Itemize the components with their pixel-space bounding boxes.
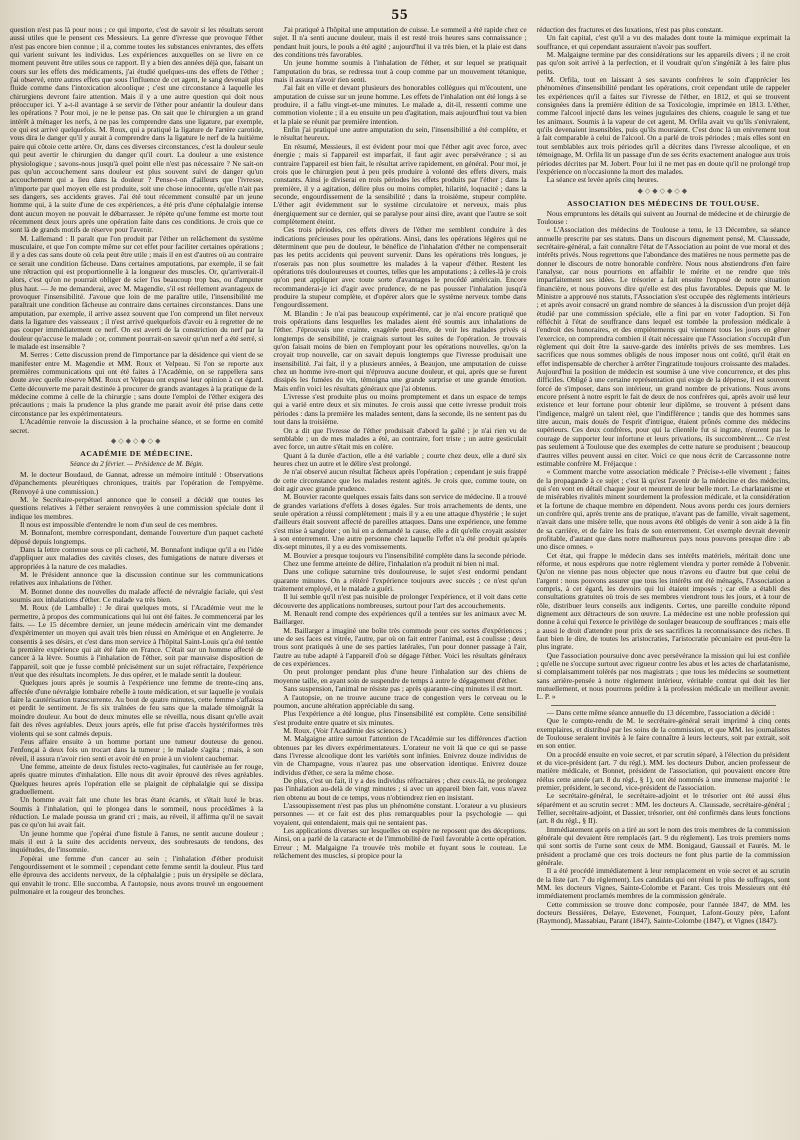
- paragraph: Nous empruntons les détails qui suivent au Journal de médecine et de chirurgie de Toulouse :: [536, 208, 790, 226]
- paragraph: J'eus affaire ensuite à un homme portant une tumeur douteuse du genou. J'enfonçai à deux fois un trocart dans la tumeur ; le malade s'agita ; mais, à son réveil, il assura n'avoir rien senti et avoir été en proie à un violent cauchemar.: [10, 736, 264, 763]
- paragraph: M. Blandin : Je n'ai pas beaucoup expérimenté, car je n'ai encore pratiqué que trois opérations dans lesquelles les malades aient été soumis aux inhalations de l'éther. J'éprouvais une crainte, exagérée peut-être, de voir les malades privés si longtemps de sensibilité, je craignais surtout les suites de l'opération. Je trouvais qu'on faisait moins de bien en l'employant pour les opérations nouvelles, qu'on la croyait trop nouvelle, car on savait depuis longtemps que l'ivresse produisait une insensibilité. J'ai fait, il y a plusieurs années, à Beaujon, une amputation de cuisse chez un homme ivre-mort qui n'éprouva aucune douleur, et qui, après que se furent dissipés les fumées du vin, témoigna une grande surprise et une grande émotion. Mais enfin voici les résultats généraux que j'ai obtenus.: [273, 308, 527, 393]
- paragraph: Il a été procédé immédiatement à leur remplacement en voie secret et au scrutin de la liste (art. 7 du règlement). Les candidats qui ont réuni le plus de suffrages, sont MM. les docteurs Vignes, Sainte-Colombe et Parant. Ces trois Messieurs ont été immédiatement proclamés membres de la commission générale.: [536, 866, 790, 901]
- paragraph: Les applications diverses sur lesquelles on espère ne reposent que des déceptions. Ainsi, on a parlé de la cataracte et de l'immobilité de l'œil favorable à cette opération. Erreur ; M. Malgaigne l'a trouvée très mobile et fuyant sous le couteau. Le relâchement des muscles, si propice pour la: [273, 826, 527, 861]
- paragraph: Le secrétaire-général, le secrétaire-adjoint et le trésorier ont été aussi élus séparément et au scrutin secret : MM. les docteurs A. Claussade, secrétaire-général ; Tellier, secrétaire-adjoint, et Dassier, trésorier, ont été confirmés dans leurs fonctions (art. 8 du régl., § II).: [536, 791, 790, 826]
- paragraph: Dans la lettre contenue sous ce pli cacheté, M. Bonnafont indique qu'il a eu l'idée d'appliquer aux maladies des cavités closes, des fumigations de nature diverses et appropriées à la nature de ces maladies.: [10, 544, 264, 571]
- paragraph: M. Bonnafont, membre correspondant, demande l'ouverture d'un paquet cacheté déposé depuis longtemps.: [10, 528, 264, 546]
- paragraph: Il nous est impossible d'entendre le nom d'un seul de ces membres.: [20, 519, 218, 529]
- section-heading: ACADÉMIE DE MÉDECINE.: [80, 448, 194, 458]
- ornament-divider: ◆◇◆◇◆◇◆: [637, 186, 690, 195]
- paragraph: M. Roux (de Lamballe) : Je dirai quelques mots, si l'Académie veut me le permettre, à propos des communications qui lui ont été faites. Je commencerai par les faits. — Le 15 décembre dernier, un jeune médecin américain vint me demander d'expérimenter un moyen qui avait très bien réussi en Amérique et en Angleterre. Je consentis à ses désirs, et c'est dans mon service à l'hôpital Saint-Louis qu'a été tentée la première expérience qui ait été faite en France. C'était sur un homme affecté de cancer à la lèvre. Soumis à l'inhalation de l'éther, soit par mauvaise disposition de l'appareil, soit que je fusse comblé précisément sur un sujet réfractaire, l'expérience n'eut que des résultats incomplets. Je dus opérer, et le malade sentit la douleur.: [10, 603, 264, 680]
- paragraph: Un fait capital, c'est qu'il a vu des malades dont toute la mimique exprimait la souffrance, et qui cependant assuraient n'avoir pas souffert.: [536, 33, 790, 51]
- paragraph: Immédiatement après on a tiré au sort le nom des trois membres de la commission générale qui devaient être remplacés (art. 9 du règlement). Les trois premiers noms qui sont sortis de l'urne sont ceux de MM. Bonigaud, Gaussail et Faurès. M. le président a proclamé que ces trois docteurs ne font plus partie de la commission générale.: [536, 824, 790, 867]
- paragraph: Un jeune homme que j'opérai d'une fistule à l'anus, ne sentit aucune douleur ; mais il eut à la suite des accidents nerveux, des soubresauts de tendons, des inquiétudes, de l'insomnie.: [10, 828, 264, 855]
- ornament-divider: ◆◇◆◇◆◇◆: [110, 436, 163, 445]
- paragraph: Un homme avait fait une chute les bras étant écartés, et s'était luxé le bras. Soumis à l'inhalation, qui le plongea dans le sommeil, nous procédâmes à la réduction. Le malade poussa un grand cri ; mais, au réveil, il affirma qu'il ne savait pas ce qu'on lui avait fait.: [10, 795, 264, 830]
- paragraph: Il lui semble qu'il n'est pas nuisible de prolonger l'expérience, et il voit dans cette découverte des applications nombreuses, surtout pour l'art des accouchements.: [273, 592, 527, 610]
- paragraph: Dans une colique saturnine très douloureuse, le sujet s'est endormi pendant quarante minutes. On a réitéré l'expérience toujours avec succès ; ce n'est qu'un traitement employé, et le malade a guéri.: [273, 567, 527, 594]
- paragraph: J'ai fait en ville et devant plusieurs des honorables collègues qui m'écoutent, une amputation de cuisse sur un jeune homme. Les effets de l'inhalation ont été longs à se produire, il a fallu vingt-et-une minutes. Le malade a, dit-il, ressenti comme une commotion violente ; il a eu ensuite un peu d'agitation, mais aujourd'hui tout va bien et la plaie se réunit par première intention.: [273, 83, 527, 126]
- paragraph: A l'autopsie, on ne trouve aucune trace de congestion vers le cerveau ou le poumon, aucune altération appréciable du sang.: [273, 692, 527, 710]
- section-heading: ASSOCIATION DES MÉDECINS DE TOULOUSE.: [567, 198, 760, 208]
- paragraph: Cet état, qui frappe le médecin dans ses intérêts matériels, méritait donc une réforme, et nous espérons que notre règlement viendra y porter remède à l'obvenir. Qu'on ne vienne pas nous objecter que nous n'avons eu d'autre but que celui de l'argent : nous pouvons assurer que tous les intérêts ont été ménagés, l'Association a compris, à cet égard, les devoirs qui lui étaient imposés ; car elle a établi des consultations gratuites où trois de ses membres viendront tous les jours, et à tour de rôle, distribuer leurs conseils aux indigents. Certes, une pareille conduite répond dignement aux détracteurs de son œuvre. La médecine est une noble profession qui donne à celui qui l'exerce le privilège de soulager beaucoup de souffrances ; mais elle a aussi le droit d'attendre pour prix de ses sacrifices la reconnaissance des riches. Il faut bien le dire, de toutes les aristocraties, l'aristocratie pécuniaire est peut-être la plus ingrate.: [536, 550, 790, 652]
- paragraph: Sans suspension, l'animal ne résiste pas ; après quarante-cinq minutes il est mort.: [283, 684, 523, 694]
- paragraph: M. Bouvier raconte quelques essais faits dans son service de médecine. Il a trouvé de grandes variations d'effets à doses égales. Sur trois arrachements de dents, une seule opération a réussi complètement ; mais il y a eu une attaque d'hystérie ; le sujet d'ailleurs était souvent affecté de pareilles attaques. Dans une expérience, une femme s'est mise à sangloter ; on lui en a demandé la cause, elle a dit qu'elle croyait assister à son enterrement. Une autre personne chez laquelle l'effet n'a été produit qu'après dix-sept minutes, il y a eu des vomissements.: [273, 492, 527, 552]
- section-subheading: Séance du 2 février. — Présidence de M. Bégin.: [69, 459, 204, 468]
- paragraph: M. Roux. (Voir l'Académie des sciences.): [283, 725, 407, 735]
- paragraph: Je n'ai observé aucun résultat fâcheux après l'opération ; cependant je suis frappé de cette circonstance que les malades restent agités. Je crois que, comme toute, on doit agir avec grande prudence.: [273, 467, 527, 493]
- column-middle: [273, 26, 526, 1126]
- paragraph: Quelques jours après je soumis à l'expérience une femme de trente-cinq ans, affectée d'une névralgie lombaire rebelle à toute médication, et sur laquelle je voulais faire la cautérisation transcurrente. Au bout de quatre minutes, cette femme s'affaissa et perdit le sentiment. Je fis six traînées de feu sans que la malade témoignât la moindre douleur. Au bout de deux minutes elle se réveilla, nous disant qu'elle avait fait des rêves agréables. Deux jours après, elle fut prise d'accès hystériformes très violents qui se sont calmés depuis.: [10, 678, 264, 738]
- paragraph: Quant à la durée d'action, elle a été variable ; courte chez deux, elle a duré six heures chez un autre et le délire s'est prolongé.: [273, 450, 527, 468]
- paragraph: Une femme, atteinte de deux fistules recto-vaginales, fut cautérisée au fer rouge, après quatre minutes d'inhalation. Elle nous dit avoir éprouvé des rêves agréables. Quelques heures après l'opération elle se plaignit de céphalalgie qui se dissipa graduellement.: [10, 761, 264, 796]
- paragraph: M. Serres : Cette discussion prend de l'importance par la désidence qui vient de se manifester entre M. Magendie et MM. Roux et Velpeau. Si l'on se reporte aux premières communications qui ont été faites à l'Académie, on se rappellera sans doute avec quelle réserve MM. Roux et Velpeau ont exposé leur opinion à cet égard. Cette découverte me parait destinée à procurer de grands avantages à la pratique de la médecine comme à celle de la chirurgie ; sans doute l'emploi de l'éther exigera des précautions ; mais la prudence la plus grande me parait avoir été prise dans cette circonstance par les expérimentateurs.: [10, 350, 264, 418]
- paragraph: M. le Secrétaire-perpétuel annonce que le conseil a décidé que toutes les questions relatives à l'éther seraient renvoyées à une commission spéciale dont il indique les membres.: [10, 494, 264, 521]
- paragraph: M. Renault rend compte des expériences qu'il a tentées sur les animaux avec M. Baillarger.: [273, 609, 527, 627]
- paragraph: En résumé, Messieurs, il est évident pour moi que l'éther agit avec force, avec énergie ; mais si l'appareil est imparfait, il faut agir avec persévérance ; si au contraire l'appareil est bien fait, le résultat arrive rapidement, en général. Pour moi, je crois que le chirurgien peut à peu près produire à volonté des effets divers, mais constants. Ainsi je diviserai en trois périodes les effets produits par l'éther ; dans la première, il y a agitation, délire plus ou moins complet, hilarité, loquacité ; dans la seconde, engourdissement de la sensibilité ; dans la troisième, stupeur complète. L'éther agit évidemment sur le système circulatoire et nerveux, mais plus énergiquement sur ce dernier, qui se paralyse pour ainsi dire, avant que l'autre se soit complètement éteint.: [273, 141, 527, 226]
- paragraph: M. le Président annonce que la discussion continue sur les communications relatives aux inhalations de l'éther.: [10, 569, 264, 588]
- paragraph: On peut prolonger pendant plus d'une heure l'inhalation sur des chiens de moyenne taille, en ayant soin de suspendre de temps à autre le dégagement d'éther.: [273, 667, 527, 685]
- paragraph: réduction des fractures et des luxations, n'est pas plus constant.: [536, 26, 723, 34]
- section-divider: [551, 929, 776, 930]
- paragraph: Un jeune homme soumis à l'inhalation de l'éther, et sur lequel se pratiquait l'amputation du bras, se redressa tout à coup comme par un mouvement tétanique, mais il assura n'avoir rien senti.: [273, 58, 527, 85]
- paragraph: M. Orfila, tout en laissant à ses savants confrères le soin d'apprécier les phénomènes d'insensibilité pendant les opérations, croit cependant utile de rappeler les expériences qu'il a faites sur l'ivresse de l'éther, en 1812, et qui se trouvent consignées dans la première édition de sa Toxicologie, imprimée en 1813. L'éther, comme l'alcool injecté dans les veines jugulaires des chiens, coagule le sang et tue les animaux. Soumis à la vapeur de cet agent, M. Orfila avait vu qu'ils s'enivraient, qu'ils devenaient insensibles, puis qu'ils mouraient. C'est donc là un enivrement tout à fait comparable à celui de l'alcool. On a parlé de trois périodes ; mais elles sont en tout semblables aux trois périodes qu'il a décrites dans l'ivresse alcoolique, et en témoignage, M. Orfila lit un passage d'un de ses écrits exactement analogue aux trois périodes décrites par M. Jobert. Pour lui il ne met pas en doute qu'il ne prolongé trop l'expérience on n'occasionne la mort des malades.: [536, 75, 790, 176]
- paragraph: J'opérai une femme d'un cancer au sein ; l'inhalation d'éther produisit l'engourdissement et le sommeil ; cependant cette femme sentit la douleur. Plus tard elle éprouva des accidents nerveux, de la céphalalgie ; puis un érysipèle se déclara, qui envahit le tronc. Elle succomba. A l'autopsie, nous avons trouvé un engouement pulmonaire et la rougeur des bronches.: [10, 853, 264, 897]
- paragraph: On a dit que l'ivresse de l'éther produisait d'abord la gaîté ; je n'ai rien vu de semblable ; un de mes malades a été, au contraire, fort triste ; un autre gesticulait avec force, un autre s'était mis en colère.: [273, 425, 527, 452]
- paragraph: J'ai pratiqué à l'hôpital une amputation de cuisse. Le sommeil a été rapide chez ce sujet. Il n'a senti aucune douleur, mais il est resté trois heures sans connaissance ; pendant huit jours, le pouls a été agité ; aujourd'hui il va très bien, et la plaie est dans des conditions très favorables.: [273, 26, 527, 60]
- columns: [10, 26, 790, 1126]
- page-number: 55: [391, 7, 409, 23]
- paragraph: M. Baillarger a imaginé une boîte très commode pour ces sortes d'expériences ; une de ses faces est vitrée, l'autre, par où on fait entrer l'animal, est à coulisse ; deux trous sont pratiqués à une de ses parties latérales, l'un pour donner passage à l'air, l'autre au tube adapté à l'appareil d'où se dégage l'éther. Voici les résultats généraux de ces expériences.: [273, 625, 527, 669]
- paragraph: On a procédé ensuite en voie secret, et par scrutin séparé, à l'élection du président et du vice-président (art. 7 du régl.). MM. les docteurs Dubor, ancien professeur de matière médicale, et Bonnet, président de l'association, qui pouvaient encore être réélus cette année (art. 8 du régl., § 1), ont été nommés à une immense majorité : le premier, président, le second, vice-président de l'association.: [536, 749, 790, 792]
- paragraph: De plus, c'est un fait, il y a des individus réfractaires ; chez ceux-là, ne prolongez pas l'inhalation au-delà de vingt minutes ; si avec un appareil bien fait, vous n'avez rien obtenu au bout de ce temps, vous n'obtiendrez rien en insistant.: [273, 775, 527, 802]
- paragraph: M. Bouvier a presque toujours vu l'insensibilité complète dans la seconde période.: [283, 550, 527, 560]
- paragraph: L'assoupissement n'est pas plus un phénomène constant. L'orateur a vu plusieurs personnes — et ce fait est des plus remarquables pour la psychologie — qui voyaient, qui entendaient, mais qui ne sentaient pas.: [273, 800, 527, 827]
- paragraph: L'Académie renvoie la discussion à la prochaine séance, et se forme en comité secret.: [10, 417, 264, 435]
- paragraph: « L'Association des médecins de Toulouse a tenu, le 13 Décembre, sa séance annuelle prescrite par ses statuts. Dans un discours dignement pensé, M. Claussade, secrétaire-général, a fait connaître l'état de l'Association au point de vue moral et des intérêts privés. Nous regrettons que l'abondance des matières ne nous permette pas de donner le discours de notre honorable confrère. Nous nous abstiendrons d'en faire l'analyse, car nous pourrions en affaiblir le mérite et ne rendre que très imparfaitement ses idées. Le trésorier a fait ensuite l'exposé de notre situation financière, et nous pouvons dire qu'elle est des plus favorables. Depuis que M. le Ministre a approuvé nos statuts, l'Association s'est occupée des règlements intérieurs ; et après avoir consacré un grand nombre de séances à la discussion d'un projet déjà étudié par une commission spéciale, elle a fini par en voter l'adoption. Si l'on réfléchit à l'état de souffrance dans lequel est tombée la profession médicale à l'endroit des honoraires, et des empiètements qui viennent tous les jours en gêner l'exercice, on comprendra combien il était nécessaire que l'Association s'occupât d'un règlement qui doit être la sauve-garde des intérêts privés de ses membres. Les sacrifices que nous sommes obligés de nous imposer nous ont coûté, qu'il était en effet indispensable de chercher à arrêter l'ingratitude toujours croissante des malades. Aujourd'hui la position de médecin est soumise à une vive concurrence, et des plus difficiles. Obligé à une certaine représentation qui exige de la dépense, il est souvent forcé de s'imposer, dans son intérieur, un grand nombre de privations. Nous avons encore présent à notre esprit le fait de deux de nos confrères qui, après avoir usé leur existence et leur fortune pour obtenir leur diplôme, se trouvent à présent dans l'indigence, malgré un talent réel, que l'indifférence ; tandis que des hommes sans titre aucun, mais doués de l'esprit d'intrigue, étaient prônés comme des médecins supérieurs. Ces deux confrères, pour qui la clientèle fut si ingrate, n'eurent pas le courage de supporter leur infortune et leurs privations, ils succombèrent.... Ce n'est pas seulement à Toulouse que des exemples de cette nature se produisent ; beaucoup d'autres villes peuvent aussi en citer. Voici ce que nous écrit de Carcassonne notre estimable confrère M. Fréjacque :: [536, 225, 790, 468]
- paragraph: Plus l'expérience a été longue, plus l'insensibilité est complète. Cette sensibilité s'est produite entre quatre et six minutes.: [273, 709, 527, 727]
- paragraph: Que le compte-rendu de M. le secrétaire-général serait imprimé à cinq cents exemplaires, et distribué par les soins de la commission, et que MM. les journalistes de Toulouse seraient invités à le faire connaître à leurs lecteurs, soit par extrait, soit en son entier.: [536, 716, 790, 751]
- paragraph: « Comment marche votre association médicale ? Précise-t-elle vivement ; faites de la propagande à ce sujet ; c'est là qu'est l'avenir de la médecine et des médecins, qui s'en vont en détail chaque jour et meurent de leur belle mort. Le charlatanisme et de misérables rivalités minent sourdement la profession médicale, et la considération et la fortune de chaque membre en dépendent. Nous avons perdu ces jours derniers un confrère qui, après trente ans de pratique, n'avant pas de famille, vivait sagement, n'avait dans une misère telle, que nous avons été obligés de venir à son aide à la fin de sa carrière, et de faire les frais de son enterrement. Cet exemple devrait devenir profitable, d'autant que dans notre malheureux pays nous pouvons presque dire : ab uno disce omnes. »: [536, 467, 790, 552]
- paragraph: M. Bonnet donne des nouvelles du malade affecté de névralgie faciale, qui s'est soumis aux inhalations d'éther. Ce malade va très bien.: [10, 586, 264, 604]
- paragraph: La séance est levée après cinq heures.: [546, 175, 659, 185]
- paragraph: M. Malgaigne attire surtout l'attention de l'Académie sur les différences d'action obtenues par les divers expérimentateurs. L'orateur ne voit là que ce qui se passe dans l'ivresse alcoolique dont les variétés sont infinies. Enivrez douze individus de vin de Champagne, vous n'aurez pas une observation identique. Enivrez douze individus d'éther, ce sera la même chose.: [273, 734, 527, 777]
- paragraph: Chez une femme atteinte de délire, l'inhalation n'a produit ni bien ni mal.: [283, 559, 500, 568]
- paragraph: M. le docteur Boudaud, de Gannat, adresse un mémoire intitulé : Observations d'épanchements pleurétiques chroniques, traités par l'opération de l'empyème. (Renvoyé à une commission.): [10, 469, 264, 496]
- paragraph: — Dans cette même séance annuelle du 13 décembre, l'association a décidé :: [546, 707, 775, 717]
- paragraph: M. Malgaigne termine par des considérations sur les appareils divers ; il ne croit pas qu'on soit arrivé à la perfection, et il voudrait qu'on s'ingéniât à les faire plus petits.: [536, 50, 790, 76]
- paragraph: Ces trois périodes, ces effets divers de l'éther me semblent conduire à des indications précieuses pour les opérations. Ainsi, dans les opérations légères qui ne déterminent que peu de douleur, le bénéfice de l'inhalation d'éther ne compenserait pas les petits accidents qui peuvent survenir. Dans les opérations très longues, je n'oserais pas non plus soumettre les malades à la vapeur d'éther. Restent les opérations très douloureuses et courtes, telles que les amputations ; à celles-là je crois qu'on peut appliquer avec toute sorte d'avantages le procédé américain. Encore recommanderai-je ici d'agir avec prudence, de ne pas pousser l'inhalation jusqu'à produire la stupeur complète, et d'opérer alors que le système nerveux tombe dans l'engourdissement.: [273, 225, 527, 310]
- paragraph: question n'est pas là pour nous ; ce qui importe, c'est de savoir si les résultats seront aussi utiles que le pensent ces Messieurs. La genre d'ivresse que provoque l'éther n'est pas encore bien connue ; il a, comme toutes les substances enivrantes, des effets qui varient suivant les individus. Les expériences auxquelles on se livre en ce moment peuvent être utiles sous ce rapport. Il y a bien des années déjà que, faisant un cours sur les effets des médicaments, j'ai étudié quelques-uns des effets de l'éther ; j'ai observé, entre autres effets que sous l'influence de cet agent, le sang devenait plus fluide comme dans l'intoxication alcoolique ; c'est une circonstance à laquelle les chirurgiens devront faire attention. Mais il y a une autre question qui doit nous préoccuper ici. Y a-t-il avantage à se servir de l'éther pour anéantir la douleur dans les opérations ? Pour moi, je ne le pense pas. On sait que le chirurgien a un grand intérêt à ménager les nerfs, à ne pas les comprendre dans une ligature, par exemple, ce qui est arrivé quelquefois. M. Roux, qui a pratiqué la ligature de l'artère carotide, vous dira le danger qu'il y aurait à comprendre dans la ligature le nerf de la huitième paire qui côtoie cette artère. Or, dans ces diverses circonstances, c'est la douleur seule qui peut avertir le chirurgien du danger qu'il court. La douleur a une existence physiologique ; savons-nous jusqu'à quel point elle n'est pas nécessaire ? Ne sait-on pas qu'un accouchement sans douleur est plus souvent suivi de danger qu'un accouchement qui a lieu dans la douleur ? Pense-t-on d'ailleurs que l'ivresse, n'importe par quel moyen elle est produite, soit une chose innocente, qu'elle n'ait pas ses dangers, ses accidents graves. J'ai été tout récemment consulté par un jeune homme qui, à la suite d'une de ces expériences, a été pris d'une céphalalgie intense dont aucun moyen ne pouvait le débarrasser. Je répète qu'une femme est morte tout récemment deux jours après une opération faite dans ces conditions. Je crois que ce sont là de grands motifs de réserve pour l'avenir.: [10, 26, 264, 235]
- paragraph: Que l'association poursuive donc avec persévérance la mission qui lui est confiée ; qu'elle ne s'occupe surtout avec rigueur contre les abus et les actes de charlatanisme, si complaisamment tolérés par nos magistrats ; que tous les médecins se soumettent sans arrière-pensée à notre règlement intérieur, véritable contrat qui doit les lier mutuellement, et nous pourrons prédire à la profession médicale un meilleur avenir. L. P. »: [536, 650, 790, 702]
- section-divider: [551, 705, 776, 706]
- paragraph: Enfin j'ai pratiqué une autre amputation du sein, l'insensibilité a été complète, et le résultat heureux.: [273, 125, 527, 143]
- paragraph: M. Lallemand : Il paraît que l'on produit par l'éther un relâchement du système musculaire, et que l'on compte même sur cet effet pour faciliter certaines opérations ; il y a des cas sans doute où cela peut être utile ; mais il en est d'autres où au contraire ce serait une condition fâcheuse. Dans certaines amputations, par exemple, il se fait une rétraction qui est proportionnelle à la longueur des muscles. Or, qu'arriverait-il alors, c'est qu'on ne pourrait obliger de scier l'os beaucoup trop bas, ou d'amputer plus haut. — Je me demanderai, avec M. Magendie, s'il est réellement avantageux de provoquer l'insensibilité. J'avoue que loin de me paraître utile, l'insensibilité me paraîtrait une condition fâcheuse au contraire dans certaines circonstances. Dans une amputation, par exemple, il arrive assez souvent que l'on comprend un filet nerveux dans la ligature des vaisseaux ; il n'est arrivé quelquefois d'avoir eu à regretter de ne pas couper immédiatement ce nerf. On est averti de la constriction du nerf par la douleur qu'accuse le malade ; or, comment pourrait-on savoir qu'un nerf a été serré, si le malade est insensible ?: [10, 233, 264, 352]
- paragraph: Cette commission se trouve donc composée, pour l'année 1847, de MM. les docteurs Bessières, Delaye, Estevenet, Fourquet, Lafont-Gouzy père, Lafont (Raymond), Massabiau, Parant (1847), Sainte-Colombe (1847), et Vignes (1847).: [536, 899, 790, 926]
- column-right: [537, 26, 790, 1126]
- column-left: [10, 26, 263, 1126]
- paragraph: L'ivresse s'est produite plus ou moins promptement et dans un espace de temps qui a varié entre deux et six minutes. Je crois aussi que cette ivresse produit trois périodes : dans la première les malades sentent, dans la seconde, ils ne sentent pas du tout dans la troisième.: [273, 392, 527, 427]
